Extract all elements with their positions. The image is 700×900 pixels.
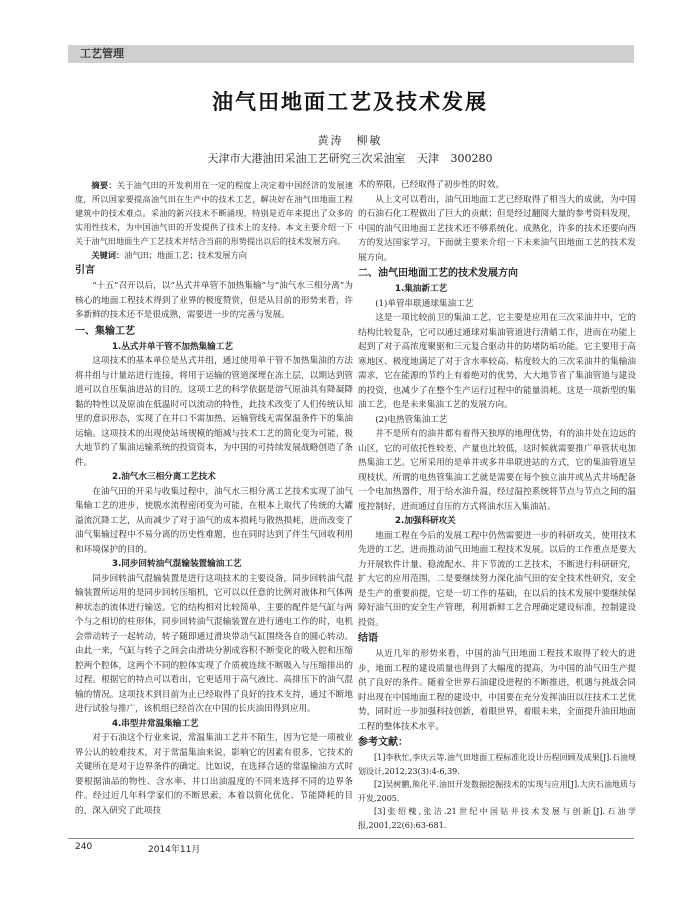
s2-1-sub1-text: 这是一项比较前卫的集油工艺，它主要是应用在三次采油井中，它的结构比较复杂，它可以通过通球对集油管道进行清蜡工作，进而在功能上起到了对于高浓度聚驱和三元复合驱动井的防堵防垢功能。它主要用于高寒地区、极度地满足了对于含水率较高、粘度较大的三次采油井的集输油需求，它在能源的节约上有着绝对的优势，大大地节省了集油管道与建设的投资，也减少了在整个生产运行过程中的能量消耗。这是一项新型的集油工艺，也是未来集油工艺的发展方向。: [358, 313, 636, 410]
s1-2-text: 在油气田的开采与收集过程中，油气水三相分离工艺技术实现了油气集输工艺的进步，使脱水流程密闭变为可能，在根本上取代了传统的大罐溢流沉降工艺，从而减少了对于油气的成本损耗与散热损耗，进而改变了油气集输过程中不易分离的历史性难题，也在同时达到了伴生气回收利用和环境保护的目的。: [75, 486, 353, 555]
section-label: 工艺管理: [68, 45, 634, 63]
article-affiliation: [0, 150, 700, 166]
s1-1-heading: 1.丛式井单干管不加热集输工艺: [111, 341, 233, 352]
s1-3-heading: 3.同步回转油气混输装置输油工艺: [111, 559, 242, 569]
article-title: 油气田地面工艺及技术发展: [212, 90, 488, 114]
reference-item: [3]张绍槐,张洁.21世纪中国钻井技术发展与创新[J].石油学报,2001,22(6):63-681.: [358, 807, 636, 830]
s1-4-heading: 4.串型井常温集输工艺: [111, 718, 199, 729]
affiliation-city: 天津: [417, 152, 439, 165]
reference-item: [1]李秋忙,李庆云等.油气田地面工程标准化设计历程回顾及成果[J].石油规划设计,2012,23(3):4-6,39.: [358, 753, 636, 776]
s2-1-heading: 1.集油新工艺: [394, 284, 448, 294]
s2-1-sub1-heading: (1)单管串联通球集油工艺: [375, 298, 474, 309]
keywords-label: 关键词：: [91, 250, 125, 260]
top-margin: [0, 0, 700, 40]
s2-2-heading: 2.加强科研攻关: [394, 516, 456, 526]
keywords-text: 油气田；地面工艺；技术发展方向: [124, 250, 247, 260]
s2-1-sub2-heading: (2)电热管集油工艺: [375, 414, 448, 425]
conclusion-text: 从近几年的形势来看，中国的油气田地面工程技术取得了较大的进步，地面工程的建设质量也得到了大幅度的提高，为中国的油气田生产提供了良好的条件。随着全世界石油建设进程的不断推进，机遇与挑战会同时出现在中国地面工程的建设中，中国要在充分发挥油田以往技术工艺优势，同时近一步加强科技创新，着眼世界，着眼未来，全面提升油田地面工程的整体技术水平。: [358, 649, 636, 732]
abstract-label: 摘要：: [91, 180, 117, 190]
article-authors: 黄涛 柳敏: [317, 134, 383, 147]
s1-3-text: 同步回转油气混输装置是进行这项技术的主要设备，同步回转油气混输装置所运用的是同步回转压缩机，它可以以任意的比例对液体和气体两种状态的流体进行输送。它的结构相对比较简单，主要的配件是气缸与两个与之相切的柱形体，同步回转油气混输装置在进行通电工作的时，电机会带动转子一起转动，转子随即通过滑块带动气缸围绕各自的圆心转动。由此一来，气缸与转子之间会由滑块分割成容积不断变化的吸入腔和压缩腔两个腔体，这两个不同的腔体实现了介质被连续不断吸入与压缩排出的过程。根据它的特点可以看出，它更适用于高气液比、高排压下的油气混输的情况。这项技术到目前为止已经取得了良好的技术支持，通过不断地进行试验与推广，该机组已经首次在中国的长庆油田得到应用。: [75, 573, 353, 714]
s2-1-sub2-text: 井不是所有的油井都有着得天独厚的地理优势，有的油井处在边远的山区，它的可依托性较差，产量也比较低，这时候就需要推广单管状电加热集油工艺。它所采用的是单井或多井串联进站的方式，它的集油管道呈现枝状。所谓的电热管集油工艺就是需要在每个独立油井或丛式井场配备一个电加热器件，用于给水油升温，经过温控系统将节点与节点之间的温度控制好，进而通过自压的方式将油水压入集油站。: [358, 429, 636, 512]
affiliation-postcode: 300280: [450, 152, 493, 165]
references-heading: 参考文献：: [358, 737, 408, 748]
continued-text: 术的界限，已经取得了初步性的时效。: [358, 180, 505, 190]
section2-heading: 二、油气田地面工艺的技术发展方向: [358, 268, 518, 279]
right-column: [358, 178, 636, 832]
affiliation-org: 天津市大港油田采油工艺研究三次采油室: [207, 152, 406, 165]
section1-heading: 一、集输工艺: [75, 325, 135, 337]
abstract: [75, 178, 353, 248]
reference-item: [2]吴树鹏,熊化平.油田开发数据挖掘技术的实现与应用[J].大庆石油地质与开发,2005.: [358, 780, 636, 803]
conclusion-heading: 结语: [358, 633, 378, 644]
s1-1-text: 这项技术的基本单位是丛式井组，通过使用单干管不加热集油的方法将井组与计量站进行连接，将用于运输的管道深埋在冻土层，以期达到管道可以自压集油进站的目的。这项工艺的科学依据是溶气原油具有降凝降黏的特性以及原油在低温时可以流动的特性，此技术改变了人们传统认知里的意识形态，实现了在井口不需加热，运输管线无需保温条件下的集油运输。这项技术的出现使站场规模的缩减与技术工艺的简化变为可能，极大地节约了集油运输系统的投资资本，为中国的可持续发展战略创造了条件。: [75, 356, 353, 468]
summary-paragraph: 从上文可以看出，油气田地面工艺已经取得了相当大的成就，为中国的石油石化工程做出了巨大的贡献；但是经过翻阅大量的参考资料发现，中国的油气田地面工艺技术还不够系统化、成熟化，许多的技术还要向西方的发达国家学习，下面就主要来介绍一下未来油气田地面工艺的技术发展方向。: [358, 194, 636, 263]
s1-4-text: 对于石油这个行业来说，常温集油工艺并不陌生，因为它是一项被业界公认的较难技术，对于常温集油来说，影响它的因素有很多，它技术的关键所在是对于边界条件的确定。比如说，在选择合适的常温输油方式时要根据油品的物性、含水率、井口出油温度的不同来选择不同的边界条件。经过近几年科学家们的不断思索，本着以简化优化、节能降耗的目的，深入研究了此项技: [75, 733, 353, 816]
issue-date: 2014年11月: [148, 845, 201, 855]
footer-rule: [68, 838, 634, 839]
abstract-text: 关于油气田的开发利用在一定的程度上决定着中国经济的发展速度，所以国家要提高油气田在生产中的技术工艺，解决好在油气田地面工程建筑中的技术难点。采油的新兴技术不断涌现，特别是近年来提出了众多的实用性技术，为中国油气田的开发提供了技术上的支持。本文主要介绍一下关于油气田地面生产工艺技术并结合当前的形势提出以后的技术发展方向。: [75, 180, 353, 246]
keywords: [75, 248, 353, 262]
left-column: [75, 178, 353, 818]
page-number: 240: [75, 842, 93, 852]
s1-2-heading: 2.油气水三相分离工艺技术: [111, 472, 216, 482]
intro-heading: 引言: [75, 265, 95, 276]
s2-2-text: 地面工程在今后的发展工程中仍然需要进一步的科研攻关，使用技术先进的工艺，进而推动油气田地面工程技术发展。以后的工作重点是要大力开展软件计量、稳流配水、井下节流的工艺技术，不断进行科研研究，扩大它的应用范围，二是要继续努力深化油气田的安全技术性研究，安全是生产的重要前提，它是一切工作的基础，在以后的技术发展中要继续保障好油气田的安全生产管理，利用新鲜工艺合理确定建设标准，控制建设投资。: [358, 530, 636, 628]
intro-text: “十五”召开以后，以“丛式井单管不加热集输”与“油气水三相分离”为核心的地面工程技术得到了业界的极度赞赏，但是从目前的形势来看，许多新鲜的技术还不是很成熟，需要进一步的完善与发展。: [75, 281, 353, 320]
